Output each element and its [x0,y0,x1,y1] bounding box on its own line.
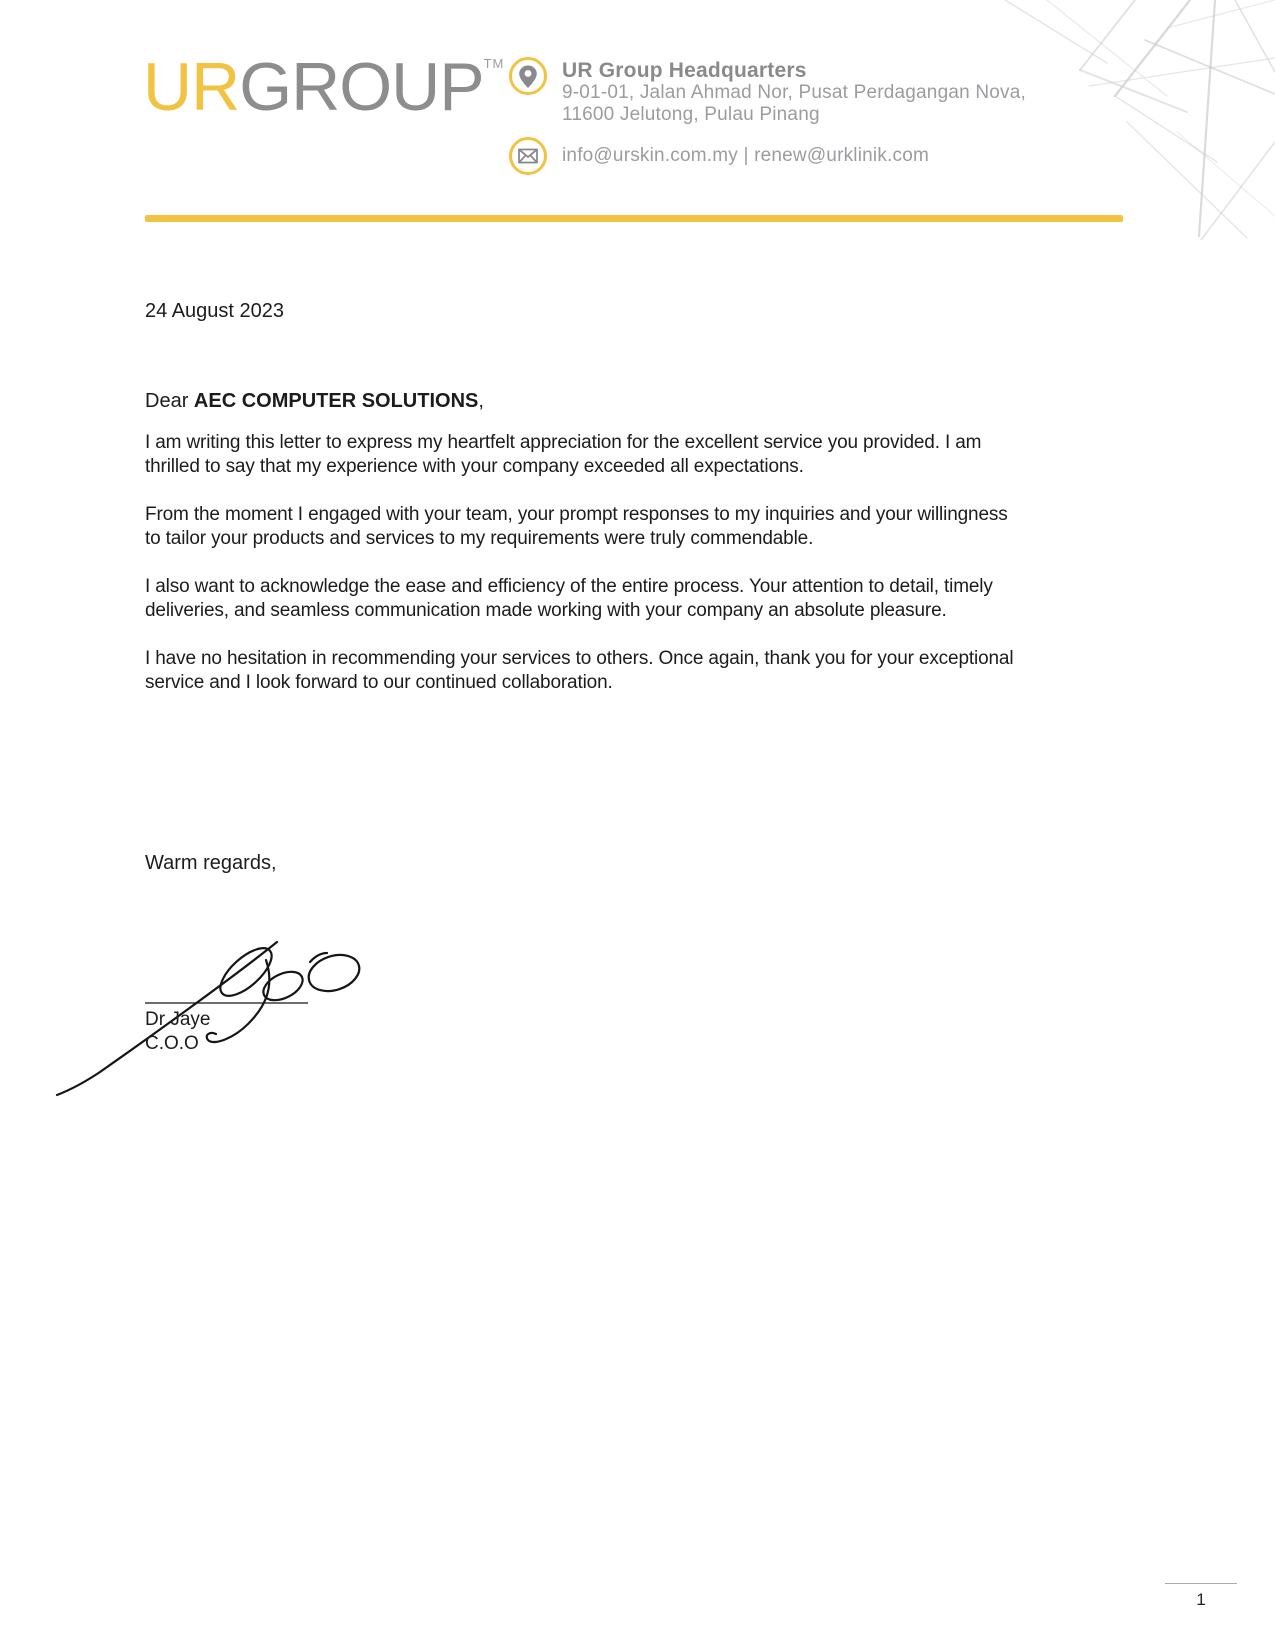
paragraph-line: I have no hesitation in recommending your services to others. Once again, thank you for your exceptional [145,648,1014,669]
paragraph-line: deliveries, and seamless communication made working with your company an absolute pleasure. [145,600,947,621]
footer-divider [1165,1583,1237,1584]
paragraph-line: to tailor your products and services to my requirements were truly commendable. [145,528,814,549]
paragraph-line: I am writing this letter to express my heartfelt appreciation for the excellent service you provided. I am [145,432,982,453]
headquarters-block [562,60,1026,126]
body-paragraph [145,503,1105,551]
logo-ur-text: UR [143,49,240,125]
closing-line: Warm regards, [145,852,277,874]
address-line-1: 9-01-01, Jalan Ahmad Nor, Pusat Perdagangan Nova, [562,82,1026,103]
logo-group-text: GROUP [239,49,484,125]
page-number: 1 [1196,1590,1206,1609]
paragraph-line: thrilled to say that my experience with your company exceeded all expectations. [145,456,804,477]
signer-name: Dr Jaye [145,1009,211,1030]
letter-date: 24 August 2023 [145,300,285,322]
body-paragraph [145,575,1105,623]
location-pin-icon [508,56,548,96]
company-logo [143,48,504,126]
recipient-name: AEC COMPUTER SOLUTIONS [193,390,479,412]
body-paragraph [145,647,1105,695]
email-addresses: info@urskin.com.my | renew@urklinik.com [562,145,930,166]
headquarters-title: UR Group Headquarters [562,59,807,82]
corner-decor-lines [985,0,1275,240]
body-paragraph [145,431,1105,479]
salutation [145,390,484,413]
envelope-icon [508,136,548,176]
paragraph-line: service and I look forward to our continued collaboration. [145,672,613,693]
signer-title: C.O.O [145,1033,199,1054]
signature-graphic [40,890,380,1120]
trademark-symbol: TM [483,56,505,71]
address-line-2: 11600 Jelutong, Pulau Pinang [562,104,820,125]
paragraph-line: I also want to acknowledge the ease and efficiency of the entire process. Your attention to detail, timely [145,576,993,597]
header-divider [145,215,1123,222]
paragraph-line: From the moment I engaged with your team, your prompt responses to my inquiries and your willingness [145,504,1008,525]
salutation-suffix: , [478,390,484,412]
salutation-prefix: Dear [145,390,194,412]
